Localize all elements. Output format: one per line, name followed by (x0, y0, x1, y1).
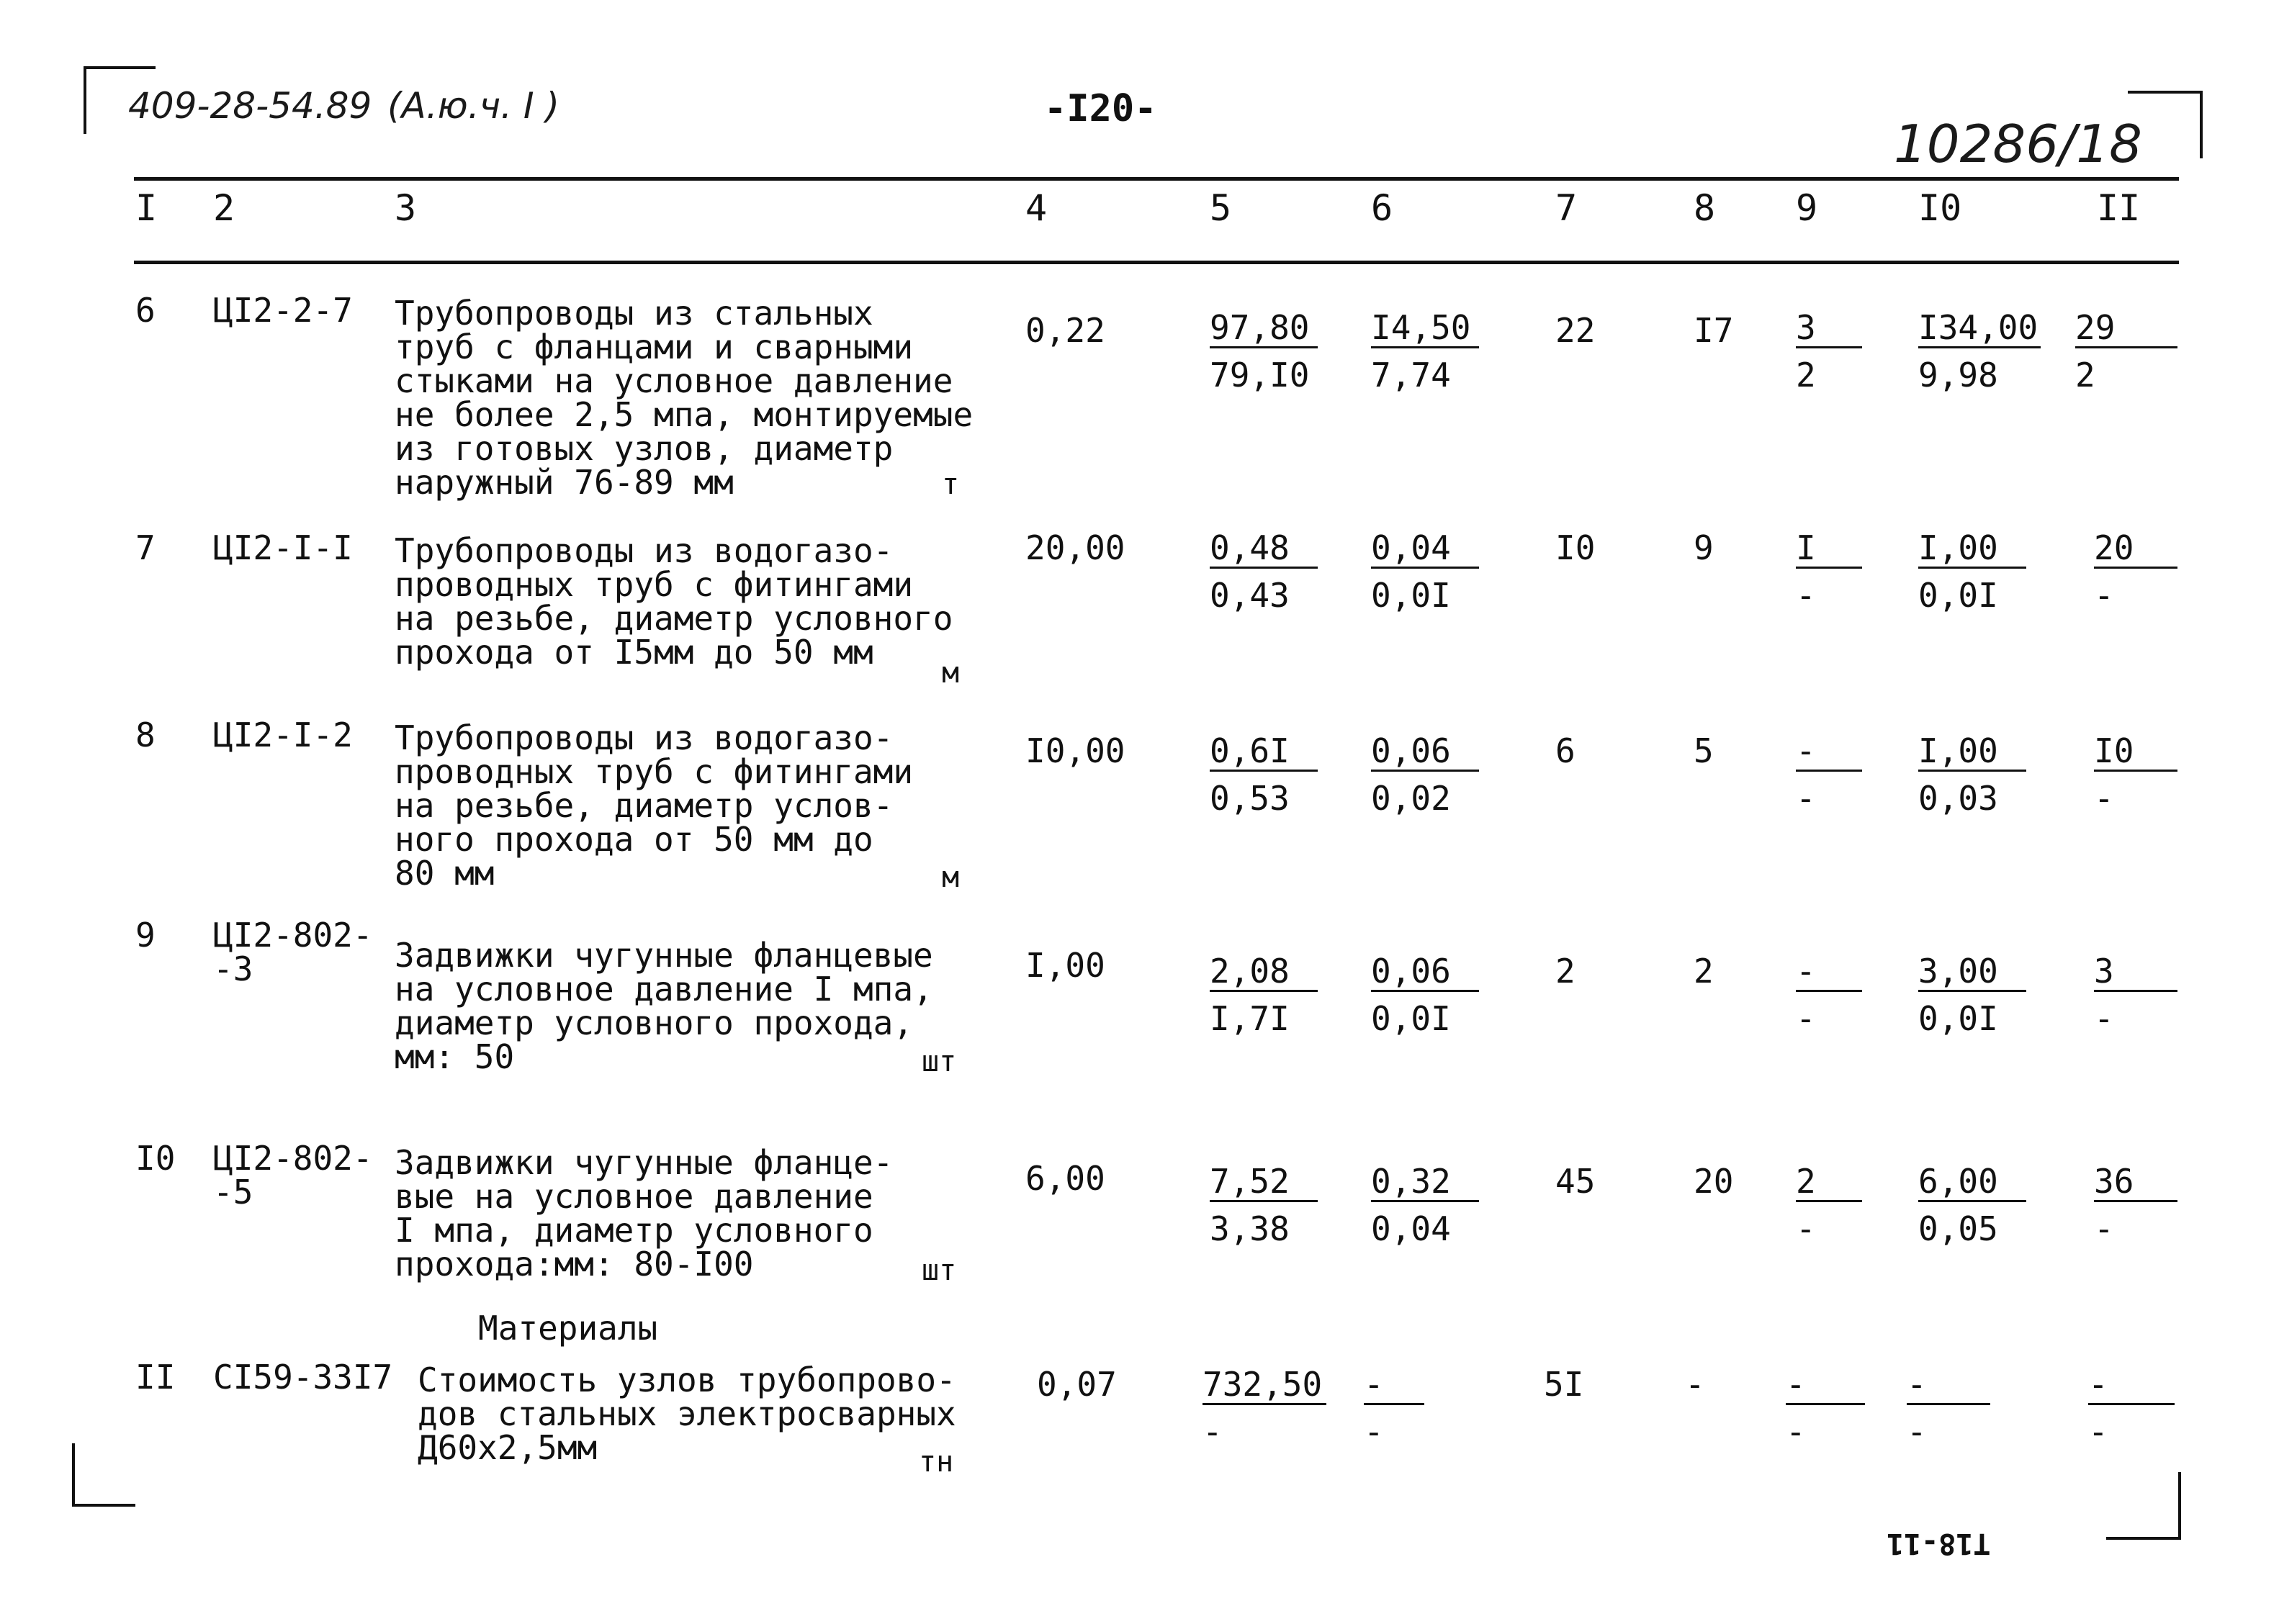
cell-col6 (1371, 1162, 1479, 1248)
column-header-3: 3 (395, 187, 417, 229)
cell-col5-bottom: 79,I0 (1210, 356, 1310, 394)
column-header-10: I0 (1918, 187, 1962, 229)
sheet-reference: 10286/18 (1894, 114, 2142, 174)
cell-col5-top: 0,6I (1210, 734, 1318, 772)
cell-col10-top: I34,00 (1918, 311, 2041, 348)
cell-col5-bottom: 0,53 (1210, 779, 1290, 818)
cell-col6-top: 0,06 (1371, 734, 1479, 772)
cell-col7: 22 (1555, 311, 1596, 350)
row-description: Трубопроводы из стальных труб с фланцами и сварными стыками на условное давление не более 2,5 мпа, монтируемые из готовых узлов, диаметр наружный 76-89 мм (395, 294, 974, 502)
cell-col10-bottom: 0,05 (1918, 1209, 1998, 1248)
row-quantity: I,00 (1025, 946, 1105, 985)
cell-col10 (1918, 1162, 2026, 1248)
cell-col8: 20 (1694, 1162, 1734, 1201)
cell-col6 (1371, 308, 1479, 394)
cell-col11-bottom: - (2094, 999, 2114, 1038)
row-number: I0 (135, 1139, 176, 1178)
row-number: 7 (135, 528, 156, 567)
cell-col10 (1907, 1365, 1990, 1451)
cell-col11-top: 36 (2094, 1165, 2177, 1202)
column-header-5: 5 (1210, 187, 1232, 229)
frame-corner-bottom-left (72, 1443, 135, 1507)
cell-col11-top: 29 (2075, 311, 2177, 348)
cell-col9 (1786, 1365, 1865, 1451)
row-description: Задвижки чугунные фланце- вые на условное давление I мпа, диаметр условного прохода:мм: 80-I00 (395, 1143, 894, 1284)
cell-col7: 2 (1555, 952, 1575, 991)
cell-col6 (1371, 731, 1479, 818)
cell-col5-top: 0,48 (1210, 531, 1318, 569)
cell-col9 (1796, 528, 1862, 615)
column-header-2: 2 (213, 187, 235, 229)
column-header-7: 7 (1555, 187, 1578, 229)
cell-col10-bottom: - (1907, 1412, 1927, 1451)
cell-col7: 6 (1555, 731, 1575, 770)
cell-col11-bottom: - (2094, 576, 2114, 615)
cell-col5-top: 7,52 (1210, 1165, 1318, 1202)
row-quantity: 0,07 (1037, 1365, 1117, 1404)
cell-col11 (2094, 731, 2177, 818)
cell-col8: I7 (1694, 311, 1734, 350)
column-header-8: 8 (1694, 187, 1716, 229)
cell-col11-bottom: - (2094, 1209, 2114, 1248)
cell-col9-top: 3 (1796, 311, 1862, 348)
row-description: Задвижки чугунные фланцевые на условное давление I мпа, диаметр условного прохода, мм: 50 (395, 936, 933, 1076)
cell-col6-bottom: 0,02 (1371, 779, 1451, 818)
row-code: CI59-33I7 (213, 1358, 393, 1397)
cell-col11 (2075, 308, 2177, 394)
cell-col6-bottom: - (1364, 1412, 1384, 1451)
cell-col11-top: - (2088, 1368, 2175, 1405)
cell-col9 (1796, 952, 1862, 1038)
cell-col6-bottom: 7,74 (1371, 356, 1451, 394)
cell-col6-top: 0,32 (1371, 1165, 1479, 1202)
row-description: Трубопроводы из водогазо- проводных труб с фитингами на резьбе, диаметр условного прохода от I5мм до 50 мм (395, 531, 953, 672)
row-number: II (135, 1358, 176, 1397)
cell-col9-bottom: - (1796, 1209, 1816, 1248)
row-unit: тн (919, 1445, 954, 1479)
row-code: ЦI2-2-7 (213, 291, 353, 330)
column-header-9: 9 (1796, 187, 1818, 229)
cell-col5-bottom: I,7I (1210, 999, 1290, 1038)
cell-col10 (1918, 528, 2026, 615)
cell-col6-top: I4,50 (1371, 311, 1479, 348)
cell-col5 (1210, 1162, 1318, 1248)
cell-col6 (1371, 528, 1479, 615)
cell-col10-bottom: 0,0I (1918, 576, 1998, 615)
cell-col11-top: I0 (2094, 734, 2177, 772)
cell-col11 (2094, 952, 2177, 1038)
cell-col10 (1918, 731, 2026, 818)
cell-col9-bottom: - (1786, 1412, 1806, 1451)
cell-col6-bottom: 0,0I (1371, 576, 1451, 615)
cell-col9-bottom: - (1796, 999, 1816, 1038)
cell-col5 (1210, 952, 1318, 1038)
cell-col6-bottom: 0,0I (1371, 999, 1451, 1038)
cell-col5 (1210, 308, 1318, 394)
cell-col11-bottom: - (2094, 779, 2114, 818)
cell-col10-top: I,00 (1918, 734, 2026, 772)
footer-stamp: T18-11 (1887, 1527, 1991, 1560)
cell-col9 (1796, 308, 1862, 394)
cell-col9-top: 2 (1796, 1165, 1862, 1202)
table-header-rule (134, 261, 2179, 264)
cell-col9-bottom: - (1796, 576, 1816, 615)
cell-col7: I0 (1555, 528, 1596, 567)
cell-col10 (1918, 952, 2026, 1038)
cell-col8: 5 (1694, 731, 1714, 770)
cell-col5-bottom: 3,38 (1210, 1209, 1290, 1248)
row-quantity: I0,00 (1025, 731, 1125, 770)
cell-col6-top: - (1364, 1368, 1424, 1405)
row-unit: т (942, 468, 960, 501)
cell-col8: - (1685, 1365, 1705, 1404)
cell-col11-top: 3 (2094, 955, 2177, 992)
cell-col11 (2094, 1162, 2177, 1248)
cell-col5-top: 97,80 (1210, 311, 1318, 348)
cell-col10-top: 3,00 (1918, 955, 2026, 992)
cell-col10-top: 6,00 (1918, 1165, 2026, 1202)
row-quantity: 20,00 (1025, 528, 1125, 567)
cell-col10 (1918, 308, 2041, 394)
cell-col8: 9 (1694, 528, 1714, 567)
cell-col11 (2088, 1365, 2175, 1451)
cell-col5-top: 2,08 (1210, 955, 1318, 992)
cell-col10-bottom: 0,03 (1918, 779, 1998, 818)
cell-col11-bottom: 2 (2075, 356, 2095, 394)
cell-col5-bottom: - (1203, 1412, 1223, 1451)
cell-col9-top: - (1786, 1368, 1865, 1405)
row-quantity: 6,00 (1025, 1159, 1105, 1198)
row-number: 9 (135, 916, 156, 955)
cell-col9-top: - (1796, 955, 1862, 992)
cell-col5 (1210, 731, 1318, 818)
cell-col11-bottom: - (2088, 1412, 2108, 1451)
cell-col7: 45 (1555, 1162, 1596, 1201)
row-code: ЦI2-I-2 (213, 716, 353, 754)
cell-col5 (1210, 528, 1318, 615)
cell-col5 (1203, 1365, 1326, 1451)
row-code: ЦI2-I-I (213, 528, 353, 567)
cell-col6-top: 0,04 (1371, 531, 1479, 569)
cell-col5-top: 732,50 (1203, 1368, 1326, 1405)
cell-col6 (1371, 952, 1479, 1038)
cell-col9-bottom: - (1796, 779, 1816, 818)
row-code: ЦI2-802- -3 (213, 916, 373, 988)
cell-col9-top: - (1796, 734, 1862, 772)
cell-col10-bottom: 9,98 (1918, 356, 1998, 394)
row-unit: м (942, 861, 960, 894)
cell-col11-top: 20 (2094, 531, 2177, 569)
row-code: ЦI2-802- -5 (213, 1139, 373, 1212)
table-top-rule (134, 177, 2179, 181)
cell-col6-top: 0,06 (1371, 955, 1479, 992)
document-code: 409-28-54.89 (128, 85, 372, 127)
column-header-4: 4 (1025, 187, 1048, 229)
materials-heading: Материалы (478, 1309, 658, 1348)
cell-col10-top: I,00 (1918, 531, 2026, 569)
cell-col8: 2 (1694, 952, 1714, 991)
cell-col9 (1796, 731, 1862, 818)
cell-col6 (1364, 1365, 1424, 1451)
row-number: 8 (135, 716, 156, 754)
cell-col6-bottom: 0,04 (1371, 1209, 1451, 1248)
row-quantity: 0,22 (1025, 311, 1105, 350)
cell-col9-top: I (1796, 531, 1862, 569)
row-unit: шт (922, 1254, 957, 1287)
row-description: Трубопроводы из водогазо- проводных труб с фитингами на резьбе, диаметр услов- ного прохода от 50 мм до 80 мм (395, 718, 914, 893)
cell-col11 (2094, 528, 2177, 615)
cell-col7: 5I (1544, 1365, 1584, 1404)
column-header-11: II (2097, 187, 2141, 229)
page-number: -I20- (1044, 87, 1157, 130)
cell-col10-bottom: 0,0I (1918, 999, 1998, 1038)
document-part: (А.ю.ч. I ) (387, 85, 560, 127)
cell-col10-top: - (1907, 1368, 1990, 1405)
column-header-6: 6 (1371, 187, 1393, 229)
frame-corner-bottom-right (2106, 1472, 2181, 1540)
cell-col9-bottom: 2 (1796, 356, 1816, 394)
row-description: Стоимость узлов трубопрово- дов стальных электросварных Д60х2,5мм (418, 1361, 956, 1467)
row-number: 6 (135, 291, 156, 330)
column-header-1: I (135, 187, 158, 229)
row-unit: м (942, 657, 960, 690)
cell-col9 (1796, 1162, 1862, 1248)
cell-col5-bottom: 0,43 (1210, 576, 1290, 615)
row-unit: шт (922, 1045, 957, 1078)
